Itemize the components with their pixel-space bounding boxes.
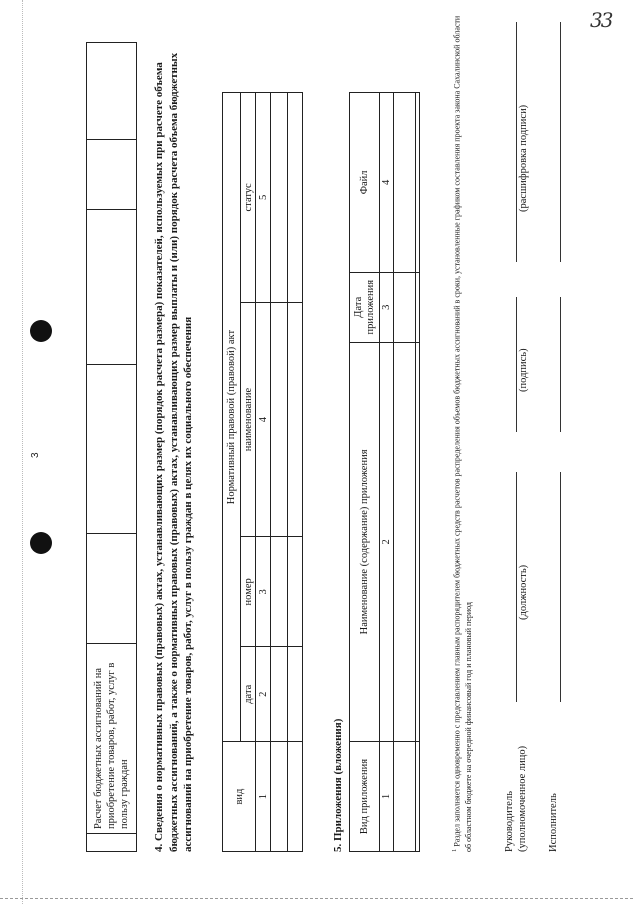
col-number: 1 [380,742,394,852]
decoding-line [516,22,517,262]
header-naimenovanie: наименование [241,302,256,537]
table-cell [394,272,416,342]
col-number: 2 [380,342,394,741]
budget-calc-text: Расчет бюджетных ассигнований на приобретение товаров, работ, услуг в пользу граждан [87,644,137,834]
table-cell [416,742,420,852]
col-number: 4 [256,302,271,537]
col-number: 3 [256,537,271,647]
table-cell [416,342,420,741]
header-group-act: Нормативный правовой (правовой) акт [223,93,241,742]
table-cell [394,93,416,273]
table-cell [87,534,137,644]
handwritten-sheet-number: 33 [590,8,612,32]
position-caption: (должность) [518,564,529,620]
table-cell [394,342,416,741]
table-cell [87,834,137,852]
header-vid-prilozheniya: Вид приложения [350,742,380,852]
section5-heading: 5. Приложения (вложения) [332,718,344,852]
table-cell [416,272,420,342]
decoding-caption: (расшифровка подписи) [518,104,529,212]
table-cell [394,742,416,852]
table-cell [87,43,137,140]
footnote [449,12,474,852]
header-naimenovanie-prilozheniya: Наименование (содержание) приложения [350,342,380,741]
table-cell [271,302,288,537]
budget-calc-table [86,42,137,852]
footnote-marker: 1 [451,848,458,852]
table-cell [87,209,137,364]
header-nomer: номер [241,537,256,647]
table-cell [288,647,303,742]
col-number: 3 [380,272,394,342]
legal-acts-table [222,92,303,852]
table-cell [416,93,420,273]
table-cell [271,742,288,852]
col-number: 1 [256,742,271,852]
signature-caption: (подпись) [518,348,529,392]
footnote-text: Раздел заполняется одновременно с представлением главным распорядителем бюджетных средств расчетов распределения объемов бюджетных ассигнований в сроки, установленные графиком составления проекта закона Сахалинской области об областном бюджете на очередной финансовый год и плановый период [452,15,473,852]
table-cell [288,302,303,537]
table-cell [288,742,303,852]
head-authorized-label: (уполномоченное лицо) [517,745,528,852]
header-status: статус [241,93,256,303]
header-data-prilozheniya: Дата приложения [350,272,380,342]
executor-decoding-line [560,22,561,262]
position-line [516,472,517,702]
executor-label: Исполнитель [548,793,559,852]
table-cell [87,139,137,209]
header-fail: Файл [350,93,380,273]
col-number: 2 [256,647,271,742]
section4-heading: 4. Сведения о нормативных правовых (правовых) актах, устанавливающих размер (порядок расчета размера) показателей, используемых при расчете объема бюджетных ассигнований, а также о нормативных правовых (правовых) актах, устанавливающих размер выплаты и (или) порядок расчета объема бюджетных ассигнований на приобретение товаров, работ, услуг в пользу граждан в целях их социального обеспечения [153,52,194,852]
page-number: 3 [30,452,41,458]
table-cell [87,364,137,534]
header-data: дата [241,647,256,742]
attachments-table [349,92,420,852]
table-cell [271,537,288,647]
table-cell [271,93,288,303]
signature-line [516,297,517,432]
header-vid: вид [223,742,256,852]
executor-signature-line [560,297,561,432]
executor-position-line [560,472,561,702]
head-label: Руководитель [504,791,515,852]
table-cell [288,93,303,303]
col-number: 4 [380,93,394,273]
table-cell [288,537,303,647]
table-cell [271,647,288,742]
col-number: 5 [256,93,271,303]
